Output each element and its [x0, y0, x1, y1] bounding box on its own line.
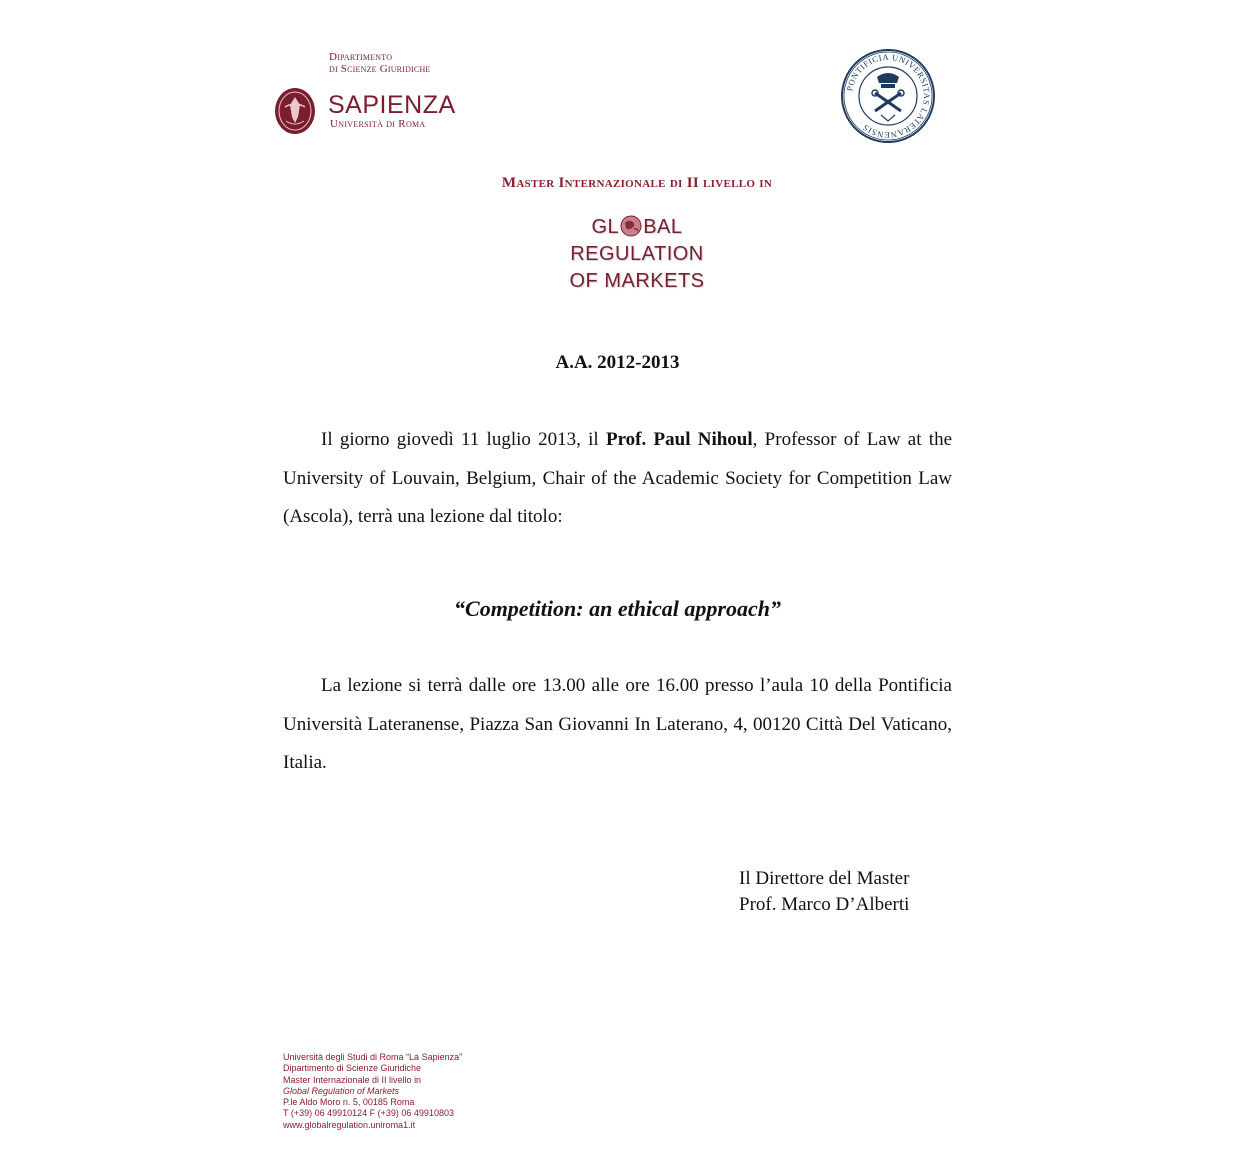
sapienza-name: SAPIENZA: [328, 91, 456, 119]
logo-text-bal: BAL: [643, 216, 683, 238]
sapienza-subtitle: Università di Roma: [330, 118, 426, 130]
lecture-title: “Competition: an ethical approach”: [454, 596, 781, 621]
announcement-intro: Il giorno giovedì 11 luglio 2013, il: [321, 429, 606, 450]
footer-line2: Dipartimento di Scienze Giuridiche: [283, 1063, 422, 1074]
logo-text-of-markets: OF MARKETS: [569, 270, 705, 292]
signature-role: Il Direttore del Master: [739, 868, 910, 889]
seal-ring-text: PONTIFICIA UNIVERSITAS LATERANENSIS: [844, 51, 933, 141]
announcement-paragraph: [283, 421, 952, 537]
location-paragraph: La lezione si terrà dalle ore 13.00 alle ore 16.00 presso l’aula 10 della Pontificia Università Lateranense, Piazza San Giovanni In Laterano, 4, 00120 Città Del Vaticano, Italia.: [283, 675, 952, 773]
footer-line3-italic: Global Regulation of Markets: [283, 1085, 400, 1096]
footer-line3: [283, 1075, 462, 1098]
sapienza-seal-icon: [274, 87, 316, 135]
globe-icon: [620, 215, 642, 237]
sapienza-dept-line1: Dipartimento: [329, 51, 393, 63]
lateranensis-seal-icon: [841, 49, 935, 143]
footer-website[interactable]: www.globalregulation.uniroma1.it: [283, 1119, 416, 1130]
signature-name: Prof. Marco D’Alberti: [739, 894, 910, 915]
footer-line5: T (+39) 06 49910124 F (+39) 06 49910803: [283, 1108, 454, 1119]
academic-year: A.A. 2012-2013: [555, 352, 680, 373]
logo-text-regulation: REGULATION: [570, 243, 704, 265]
speaker-name: Prof. Paul Nihoul: [605, 429, 753, 450]
signature-block: [739, 866, 909, 918]
sapienza-dept-line2: di Scienze Giuridiche: [329, 63, 431, 75]
footer-line4: P.le Aldo Moro n. 5, 00185 Roma: [283, 1097, 415, 1108]
footer-line1: Università degli Studi di Roma “La Sapienza”: [283, 1052, 463, 1062]
footer-line3-prefix: Master Internazionale di II livello in: [283, 1074, 422, 1085]
global-regulation-logo: [559, 214, 715, 295]
logo-text-gl: GL: [591, 216, 620, 238]
sapienza-department-label: [329, 51, 529, 75]
announcement-rest: , Professor of Law at the University of Louvain, Belgium, Chair of the Academic Society for Competition Law (Ascola), terrà una lezione dal titolo:: [283, 429, 952, 527]
footer-address: [283, 1052, 462, 1131]
master-title: Master Internazionale di II livello in: [501, 175, 773, 191]
